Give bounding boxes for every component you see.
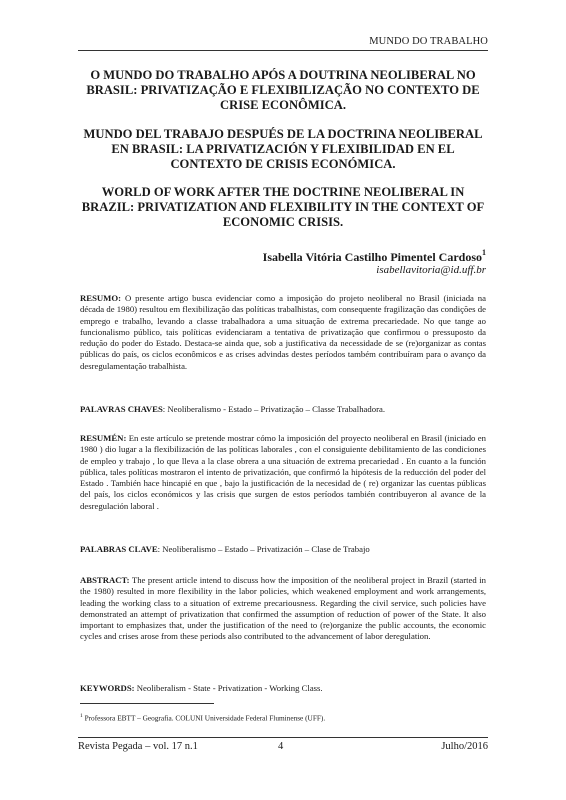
keywords-english-label: KEYWORDS: — [80, 683, 135, 693]
title-english: WORLD OF WORK AFTER THE DOCTRINE NEOLIBERAL IN BRAZIL: PRIVATIZATION AND FLEXIBILITY IN THE CONTEXT OF ECONOMIC CRISIS. — [81, 185, 485, 229]
abstract-english-text: The present article intend to discuss how the imposition of the neoliberal project in Brazil (started in the 1980) resulted in more flexibility in the labor policies, which weakened employment and work arrangements, leading the working class to a situation of extreme precariousness. Regarding the civil service, such policies have demonstrated an attempt of privatization that confirmed the assumption of reduction of power of the State. It also important to emphasizes that, under the justification of the need to (re)organize the public accounts, the economic cycles and crises arose from these periods also contributed to the advancement of labor deregulation. — [80, 575, 486, 642]
keywords-english-text: Neoliberalism - State - Privatization - Working Class. — [134, 683, 323, 693]
author-name-text: Isabella Vitória Castilho Pimentel Cardoso — [262, 250, 482, 264]
title-portuguese: O MUNDO DO TRABALHO APÓS A DOUTRINA NEOLIBERAL NO BRASIL: PRIVATIZAÇÃO E FLEXIBILIZAÇÃO NO CONTEXTO DE CRISE ECONÔMICA. — [86, 68, 480, 112]
keywords-portuguese-text: : Neoliberalismo - Estado – Privatização – Classe Trabalhadora. — [162, 404, 385, 414]
keywords-spanish — [80, 544, 486, 555]
abstract-spanish-label: RESUMÉN: — [80, 433, 127, 443]
keywords-spanish-label: PALABRAS CLAVE — [80, 544, 158, 554]
footnote — [80, 713, 325, 722]
abstract-portuguese-label: RESUMO: — [80, 293, 122, 303]
title-spanish: MUNDO DEL TRABAJO DESPUÉS DE LA DOCTRINA NEOLIBERAL EN BRASIL: LA PRIVATIZACIÓN Y FLEXIBILIDAD EN EL CONTEXTO DE CRISIS ECONÓMICA. — [83, 127, 483, 171]
keywords-portuguese-label: PALAVRAS CHAVES — [80, 404, 163, 414]
footnote-mark: 1 — [80, 713, 83, 719]
footer-date: Julho/2016 — [441, 741, 488, 752]
abstract-english-label: ABSTRACT: — [80, 575, 130, 585]
keywords-portuguese — [80, 404, 486, 415]
footer-journal: Revista Pegada – vol. 17 n.1 — [78, 741, 198, 752]
footer-page-number: 4 — [278, 741, 284, 752]
footnote-text: Professora EBTT – Geografia. COLUNI Universidade Federal Fluminense (UFF). — [82, 713, 326, 723]
footnote-divider — [80, 703, 214, 704]
abstract-english — [80, 575, 486, 643]
running-header: MUNDO DO TRABALHO — [369, 36, 488, 47]
keywords-english — [80, 683, 486, 694]
keywords-spanish-text: : Neoliberalismo – Estado – Privatización – Clase de Trabajo — [157, 544, 370, 554]
abstract-spanish — [80, 433, 486, 512]
author-footnote-mark: 1 — [482, 248, 486, 257]
abstract-portuguese-text: O presente artigo busca evidenciar como a imposição do projeto neoliberal no Brasil (iniciada na década de 1980) resultou em flexibilização das políticas trabalhistas, com consequente fragilização das condições de emprego e trabalho, levando a classe trabalhadora a uma situação de extrema precariedade. No que tange ao funcionalismo público, tais políticas evidenciaram a tentativa de privatização que confirmou o pressuposto da redução do poder do Estado. Destaca-se ainda que, sob a justificativa da necessidade de se (re)organizar as contas públicas do país, os ciclos econômicos e as crises advindas destes períodos também contribuíram para o avanço da desregulamentação trabalhista. — [80, 293, 486, 371]
header-divider — [78, 50, 488, 51]
author-email: isabellavitoria@id.uff.br — [376, 264, 486, 276]
abstract-spanish-text: En este artículo se pretende mostrar cómo la imposición del proyecto neoliberal en Brasil (iniciado en 1980 ) dio lugar a la flexibilización de las políticas laborales , con el consiguiente debilitamiento de las condiciones de empleo y trabajo , lo que lleva a la clase obrera a una situación de extrema precariedad . En cuanto a la función pública, tales políticas mostraron el intento de privatización, que confirmó la hipótesis de la reducción del poder del Estado . También hace hincapié en que , bajo la justificación de la necesidad de ( re) organizar las cuentas públicas del país, los ciclos económicos y las crisis que surgen de estos períodos también contribuyeron al avance de la desregulación laboral . — [80, 433, 486, 511]
abstract-portuguese — [80, 293, 486, 372]
author-name — [263, 249, 486, 265]
footer-divider — [78, 737, 488, 738]
